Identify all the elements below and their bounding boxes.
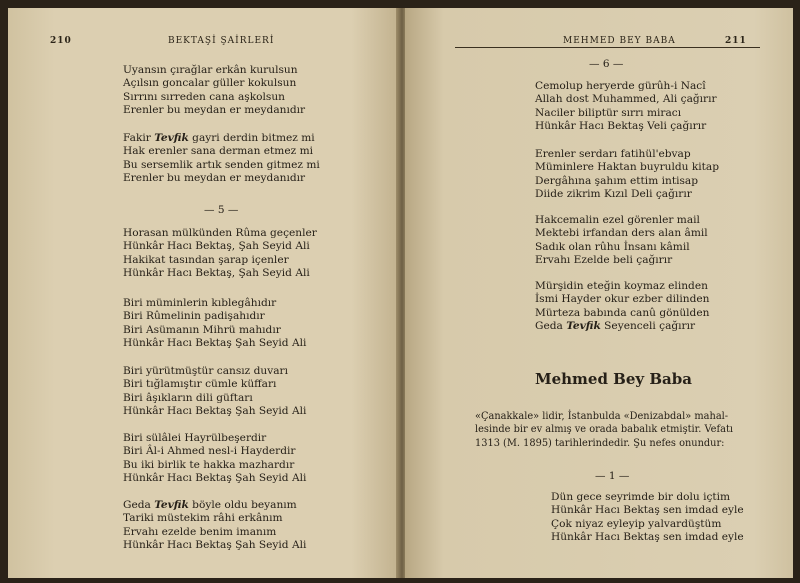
verse-line: Biri Asümanın Mihrü mahıdır <box>123 323 281 336</box>
stanza <box>123 132 320 186</box>
stanza <box>535 80 717 134</box>
header-rule <box>455 47 760 48</box>
poem-number: — 6 — <box>589 58 624 70</box>
verse-line: Bu iki birlik te hakka mazhardır <box>123 458 295 471</box>
stanza <box>535 280 709 334</box>
stanza <box>123 297 306 351</box>
page-number: 211 <box>725 36 747 46</box>
stanza <box>123 64 305 118</box>
verse-line: Hünkâr Hacı Bektaş sen imdad eyle <box>551 531 744 544</box>
stanza <box>551 491 744 545</box>
verse-line: Hak erenler sana derman etmez mi <box>123 145 314 158</box>
verse-line: Hünkâr Hacı Bektaş Şah Seyid Ali <box>123 539 307 552</box>
verse-line: Tariki müstekim râhi erkânım <box>123 512 283 525</box>
stanza <box>123 432 306 486</box>
stanza <box>123 365 306 419</box>
verse-line: Cemolup heryerde gürûh-i Nacî <box>535 80 706 92</box>
poem-number: — 5 — <box>204 204 239 216</box>
verse-line: Hünkâr Hacı Bektaş Şah Seyid Ali <box>123 337 307 350</box>
verse-line: Hakcemalin ezel görenler mail <box>535 214 700 226</box>
verse-line: Fakir Tevfik gayri derdin bitmez mi <box>123 132 315 144</box>
verse-line: Biri yürütmüştür cansız duvarı <box>123 365 288 377</box>
verse-line: Çok niyaz eyleyip yalvardüştüm <box>551 517 722 530</box>
verse-line: Biri âşıkların dili güftarı <box>123 391 253 404</box>
verse-line: Geda Tevfik böyle oldu beyanım <box>123 499 297 511</box>
verse-line: Mürşidin eteğin koymaz elinden <box>535 280 708 292</box>
verse-line: Hünkâr Hacı Bektaş, Şah Seyid Ali <box>123 240 310 253</box>
prose-line: «Çanakkale» lidir, İstanbulda «Denizabdal» mahal- <box>475 411 729 422</box>
verse-line: Biri müminlerin kıblegâhıdır <box>123 297 277 309</box>
verse-line: Mektebi irfandan ders alan âmil <box>535 227 708 240</box>
verse-line: Müminlere Haktan buyruldu kitap <box>535 161 720 174</box>
prose-line: lesinde bir ev almış ve orada babalık etmiştir. Vefatı <box>475 424 734 436</box>
stanza <box>535 148 719 202</box>
verse-line: Hünkâr Hacı Bektaş Şah Seyid Ali <box>123 472 307 485</box>
verse-line: Ervahı ezelde benim imanım <box>123 525 277 538</box>
prose-line: 1313 (M. 1895) tarihlerindedir. Şu nefes onundur: <box>475 437 725 449</box>
verse-line: Hünkâr Hacı Bektaş Veli çağırır <box>535 120 707 133</box>
stanza <box>535 214 708 268</box>
stanza <box>123 227 317 281</box>
section-title: Mehmed Bey Baba <box>535 370 692 388</box>
verse-line: Mürteza babında canû gönülden <box>535 306 710 319</box>
page-number: 210 <box>50 36 72 46</box>
verse-line: Ervahı Ezelde beli çağırır <box>535 254 673 267</box>
running-title: BEKTAŞİ ŞAİRLERİ <box>168 36 275 46</box>
verse-line: Hünkâr Hacı Bektaş Şah Seyid Ali <box>123 405 307 418</box>
verse-line: Hünkâr Hacı Bektaş, Şah Seyid Ali <box>123 267 310 280</box>
verse-line: Bu sersemlik artık senden gitmez mi <box>123 158 320 171</box>
verse-line: Erenler bu meydan er meydanıdır <box>123 172 306 185</box>
verse-line: Sırrını sırreden cana aşkolsun <box>123 90 285 103</box>
verse-line: Hünkâr Hacı Bektaş sen imdad eyle <box>551 504 744 517</box>
verse-line: Erenler serdarı fatihül'ebvap <box>535 148 691 160</box>
verse-line: İsmi Hayder okur ezber dilinden <box>535 293 710 306</box>
verse-line: Horasan mülkünden Rûma geçenler <box>123 227 317 239</box>
verse-line: Erenler bu meydan er meydanıdır <box>123 104 306 117</box>
verse-line: Biri sülâlei Hayrülbeşerdir <box>123 432 267 444</box>
biography-paragraph <box>475 410 775 450</box>
stanza <box>123 499 306 553</box>
verse-line: Biri Rûmelinin padişahıdır <box>123 310 265 323</box>
verse-line: Diide zikrim Kızıl Deli çağırır <box>535 188 692 201</box>
verse-line: Dergâhına şahım ettim intisap <box>535 174 698 187</box>
poem-number: — 1 — <box>595 470 630 482</box>
verse-line: Açılsın goncalar güller kokulsun <box>123 77 297 90</box>
verse-line: Dün gece seyrimde bir dolu içtim <box>551 491 731 503</box>
verse-line: Geda Tevfik Seyenceli çağırır <box>535 320 696 333</box>
verse-line: Biri Âl-i Ahmed nesl-i Hayderdir <box>123 445 296 458</box>
right-page <box>405 8 793 578</box>
verse-line: Uyansın çırağlar erkân kurulsun <box>123 64 298 76</box>
verse-line: Naciler biliptür sırrı miracı <box>535 106 682 119</box>
verse-line: Biri tığlamıştır cümle küffarı <box>123 378 277 391</box>
running-title: MEHMED BEY BABA <box>563 36 676 46</box>
left-page <box>8 8 398 578</box>
verse-line: Sadık olan rûhu İnsanı kâmil <box>535 240 690 253</box>
verse-line: Allah dost Muhammed, Ali çağırır <box>535 93 717 106</box>
verse-line: Hakikat tasından şarap içenler <box>123 253 289 266</box>
